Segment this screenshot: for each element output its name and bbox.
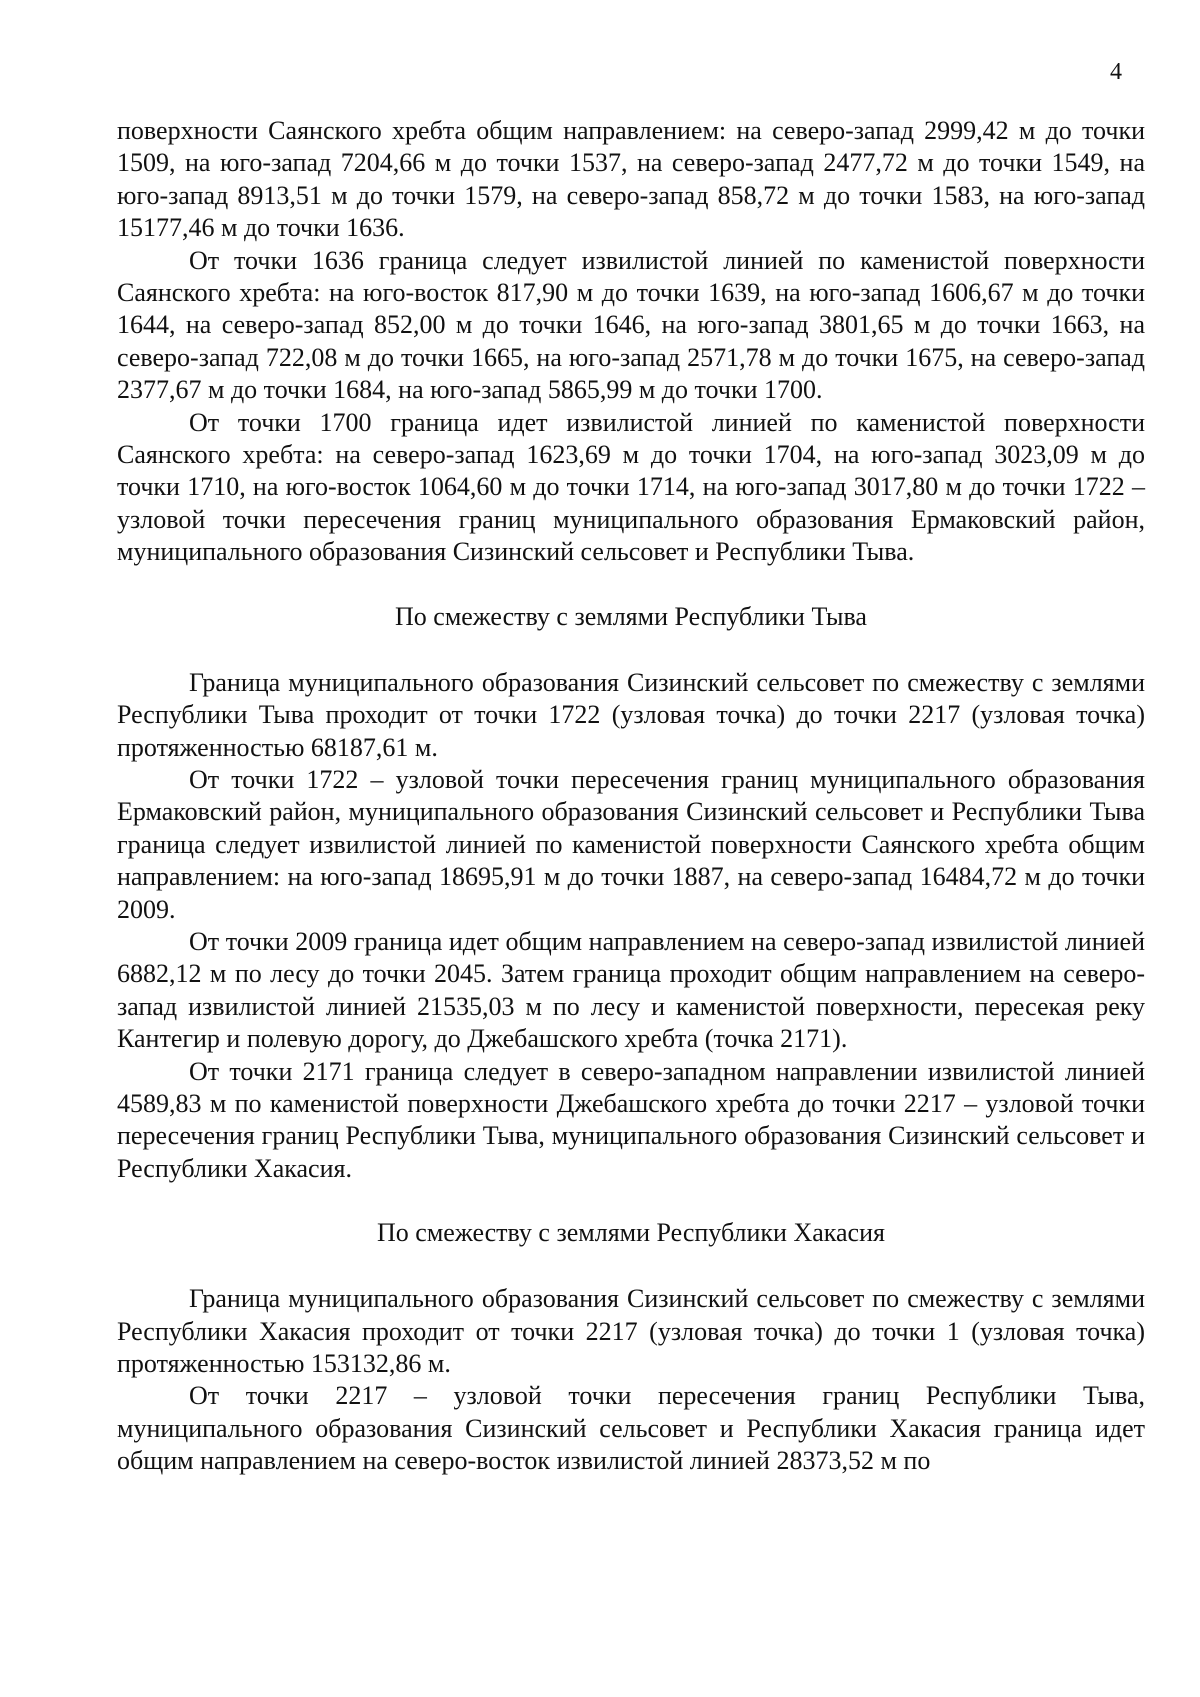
paragraph-point-1722: От точки 1722 – узловой точки пересечения границ муниципального образования Ермаковский район, муниципального образования Сизинский сельсовет и Республики Тыва граница следует извилистой линией по каменистой поверхности Саянского хребта общим направлением: на юго-запад 18695,91 м до точки 1887, на северо-запад 16484,72 м до точки 2009. — [117, 764, 1145, 924]
paragraph-point-2009: От точки 2009 граница идет общим направлением на северо-запад извилистой линией 6882,12 м по лесу до точки 2045. Затем граница проходит общим направлением на северо-запад извилистой линией 21535,03 м по лесу и каменистой поверхности, пересекая реку Кантегир и полевую дорогу, до Джебашского хребта (точка 2171). — [117, 926, 1145, 1054]
document-body — [117, 115, 1145, 1478]
page-number: 4 — [1110, 59, 1122, 85]
paragraph-point-2171: От точки 2171 граница следует в северо-западном направлении извилистой линией 4589,83 м по каменистой поверхности Джебашского хребта до точки 2217 – узловой точки пересечения границ Республики Тыва, муниципального образования Сизинский сельсовет и Республики Хакасия. — [117, 1056, 1145, 1183]
paragraph-khakassia-summary: Граница муниципального образования Сизинский сельсовет по смежеству с землями Республики Хакасия проходит от точки 2217 (узловая точка) до точки 1 (узловая точка) протяженностью 153132,86 м. — [117, 1284, 1145, 1378]
section-heading-tyva: По смежеству с землями Республики Тыва — [395, 601, 867, 631]
section-heading-khakassia: По смежеству с землями Республики Хакасия — [377, 1218, 885, 1248]
paragraph-continuation: поверхности Саянского хребта общим направлением: на северо-запад 2999,42 м до точки 1509, на юго-запад 7204,66 м до точки 1537, на северо-запад 2477,72 м до точки 1549, на юго-запад 8913,51 м до точки 1579, на северо-запад 858,72 м до точки 1583, на юго-запад 15177,46 м до точки 1636. — [117, 116, 1145, 243]
paragraph-tyva-summary: Граница муниципального образования Сизинский сельсовет по смежеству с землями Республики Тыва проходит от точки 1722 (узловая точка) до точки 2217 (узловая точка) протяженностью 68187,61 м. — [117, 667, 1145, 762]
paragraph-point-1636: От точки 1636 граница следует извилистой линией по каменистой поверхности Саянского хребта: на юго-восток 817,90 м до точки 1639, на юго-запад 1606,67 м до точки 1644, на северо-запад 852,00 м до точки 1646, на юго-запад 3801,65 м до точки 1663, на северо-запад 722,08 м до точки 1665, на юго-запад 2571,78 м до точки 1675, на северо-запад 2377,67 м до точки 1684, на юго-запад 5865,99 м до точки 1700. — [117, 245, 1145, 405]
paragraph-point-2217: От точки 2217 – узловой точки пересечения границ Республики Тыва, муниципального образования Сизинский сельсовет и Республики Хакасия граница идет общим направлением на северо-восток извилистой линией 28373,52 м по — [117, 1381, 1145, 1476]
paragraph-point-1700: От точки 1700 граница идет извилистой линией по каменистой поверхности Саянского хребта: на северо-запад 1623,69 м до точки 1704, на юго-запад 3023,09 м до точки 1710, на юго-восток 1064,60 м до точки 1714, на юго-запад 3017,80 м до точки 1722 – узловой точки пересечения границ муниципального образования Ермаковский район, муниципального образования Сизинский сельсовет и Республики Тыва. — [117, 407, 1145, 567]
